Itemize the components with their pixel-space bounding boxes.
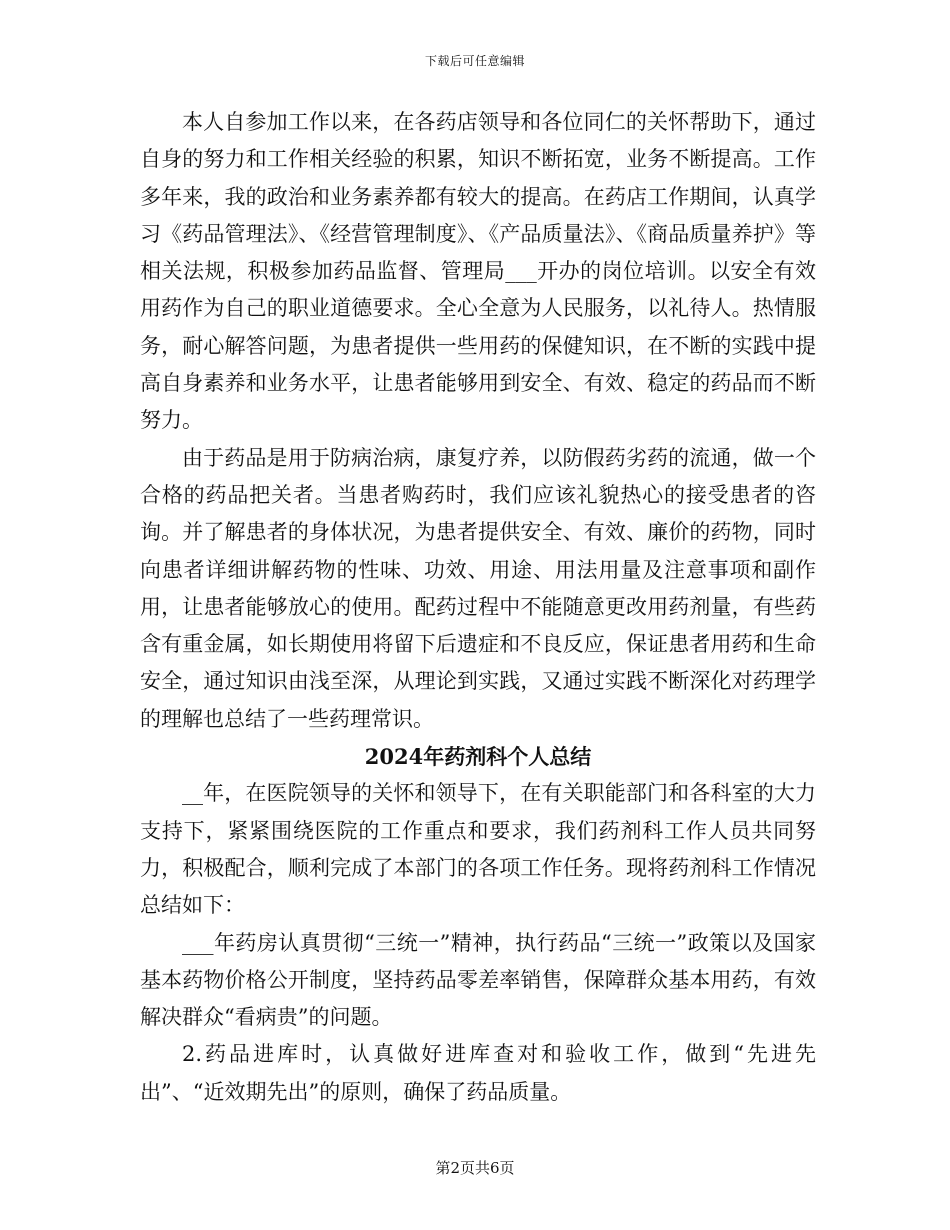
paragraph-work-experience: 本人自参加工作以来，在各药店领导和各位同仁的关怀帮助下，通过自身的努力和工作相关经验的积累，知识不断拓宽，业务不断提高。工作多年来，我的政治和业务素养都有较大的提高。在药店工作期间，认真学习《药品管理法》、《经营管理制度》、《产品质量法》、《商品质量养护》等相关法规，积极参加药品监督、管理局___开办的岗位培训。以安全有效用药作为自己的职业道德要求。全心全意为人民服务，以礼待人。热情服务，耐心解答问题，为患者提供一些用药的保健知识，在不断的实践中提高自身素养和业务水平，让患者能够用到安全、有效、稳定的药品而不断努力。: [140, 110, 816, 433]
page-footer: 第2页共6页: [435, 1159, 515, 1177]
page-header: 下载后可任意编辑: [424, 54, 525, 68]
paragraph-drug-safety: 由于药品是用于防病治病，康复疗养，以防假药劣药的流通，做一个合格的药品把关者。当患者购药时，我们应该礼貌热心的接受患者的咨询。并了解患者的身体状况，为患者提供安全、有效、廉价的药物，同时向患者详细讲解药物的性味、功效、用途、用法用量及注意事项和副作用，让患者能够放心的使用。配药过程中不能随意更改用药剂量，有些药含有重金属，如长期使用将留下后遗症和不良反应，保证患者用药和生命安全，通过知识由浅至深，从理论到实践，又通过实践不断深化对药理学的理解也总结了一些药理常识。: [140, 445, 816, 731]
section-title: 2024年药剂科个人总结: [364, 744, 592, 770]
document-body: [140, 104, 816, 1111]
paragraph-three-unified: ___年药房认真贯彻“三统一”精神，执行药品“三统一”政策以及国家基本药物价格公开制度，坚持药品零差率销售，保障群众基本用药，有效解决群众“看病贵”的问题。: [140, 930, 816, 1030]
paragraph-inventory-check: 2.药品进库时，认真做好进库查对和验收工作，做到“先进先出”、“近效期先出”的原则，确保了药品质量。: [140, 1042, 816, 1104]
paragraph-annual-intro: __年，在医院领导的关怀和领导下，在有关职能部门和各科室的大力支持下，紧紧围绕医院的工作重点和要求，我们药剂科工作人员共同努力，积极配合，顺利完成了本部门的各项工作任务。现将药剂科工作情况总结如下：: [140, 781, 816, 918]
